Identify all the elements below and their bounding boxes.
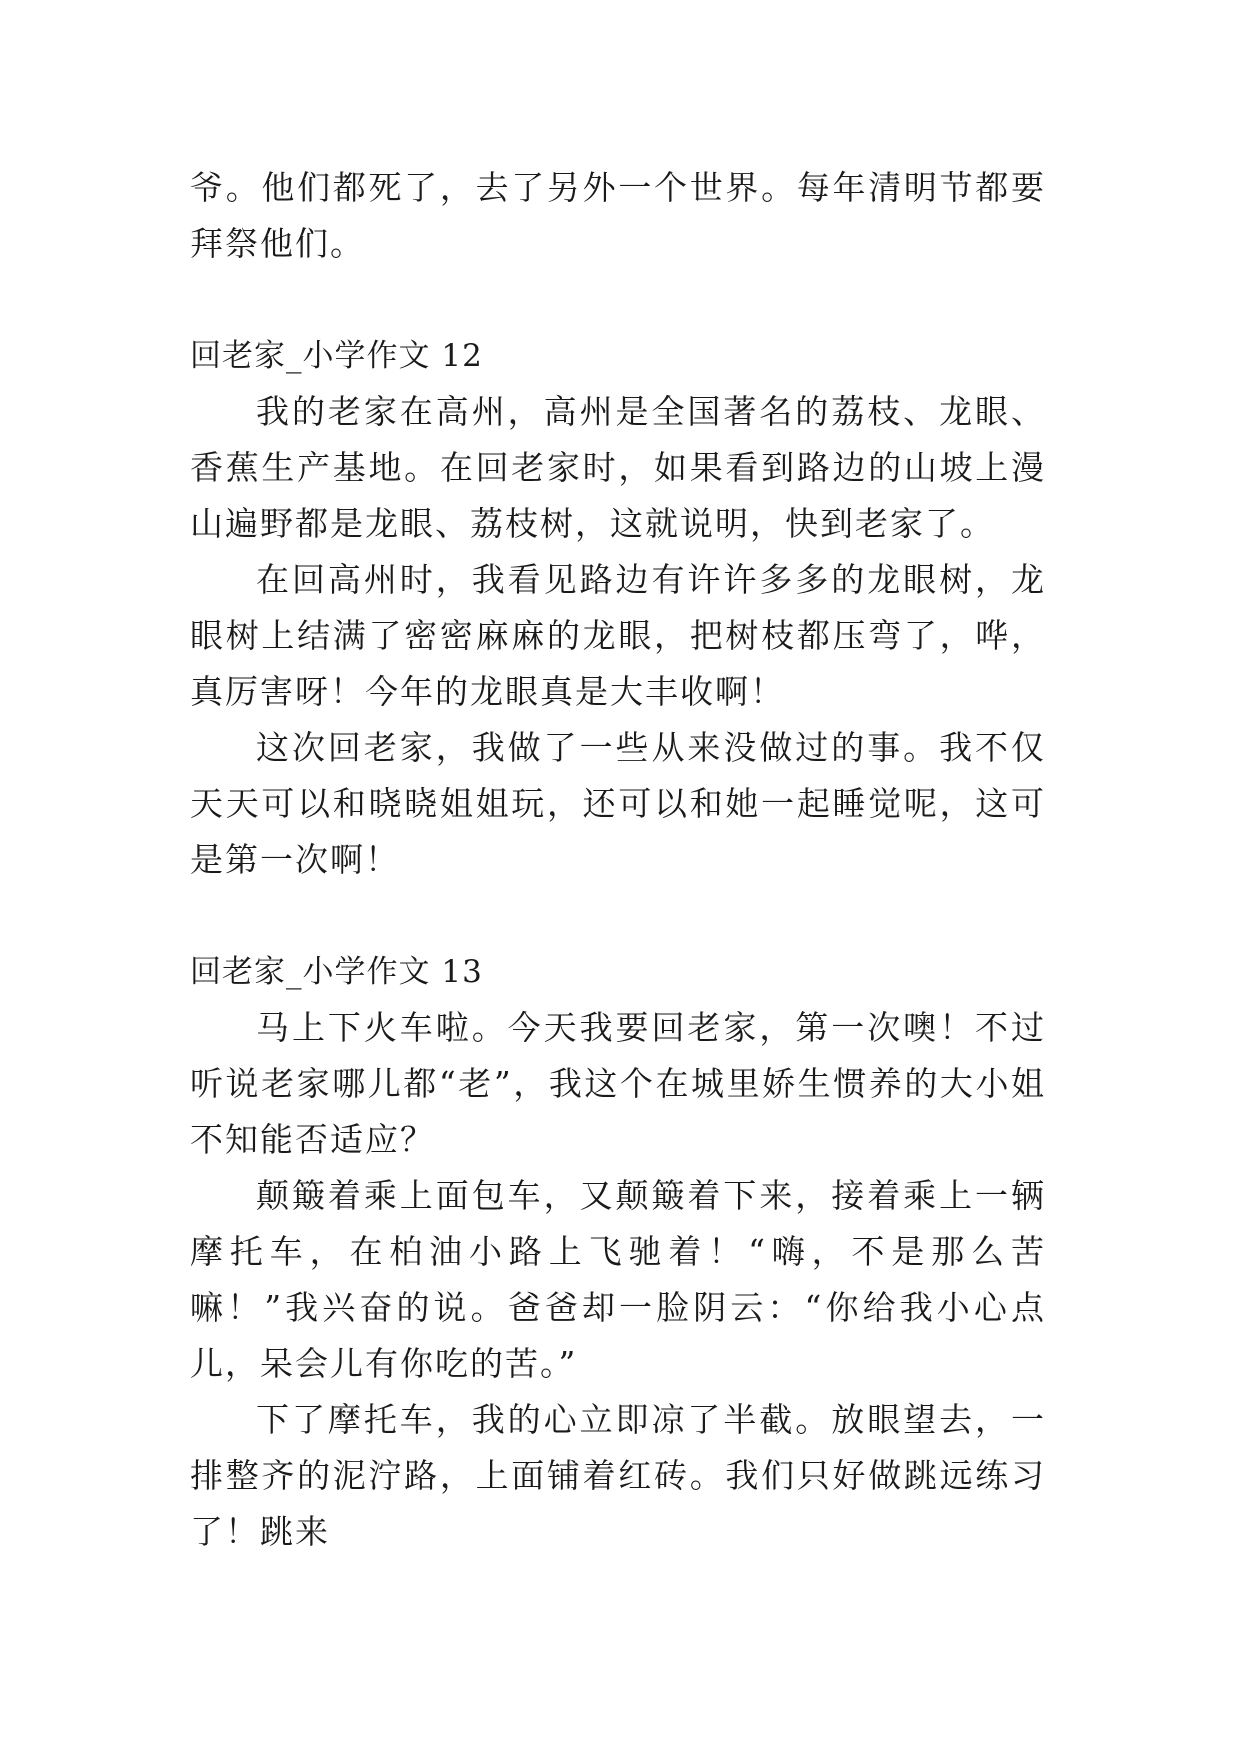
section-spacer [190, 272, 1046, 328]
essay-12-title: 回老家_小学作文 12 [190, 338, 483, 374]
essay-12-paragraph: 在回高州时，我看见路边有许许多多的龙眼树，龙眼树上结满了密密麻麻的龙眼，把树枝都压弯了，哗，真厉害呀！今年的龙眼真是大丰收啊！ [190, 560, 1046, 711]
essay-12-paragraph: 我的老家在高州，高州是全国著名的荔枝、龙眼、香蕉生产基地。在回老家时，如果看到路边的山坡上漫山遍野都是龙眼、荔枝树，这就说明，快到老家了。 [190, 392, 1046, 543]
continuation-paragraph: 爷。他们都死了，去了另外一个世界。每年清明节都要拜祭他们。 [190, 168, 1046, 263]
essay-12-paragraph: 这次回老家，我做了一些从来没做过的事。我不仅天天可以和晓晓姐姐玩，还可以和她一起睡觉呢，这可是第一次啊！ [190, 728, 1046, 879]
section-spacer [190, 888, 1046, 944]
essay-13-paragraph: 下了摩托车，我的心立即凉了半截。放眼望去，一排整齐的泥泞路，上面铺着红砖。我们只好做跳远练习了！跳来 [190, 1400, 1046, 1551]
essay-13-paragraph: 颠簸着乘上面包车，又颠簸着下来，接着乘上一辆摩托车，在柏油小路上飞驰着！“嗨，不是那么苦嘛！”我兴奋的说。爸爸却一脸阴云：“你给我小心点儿，呆会儿有你吃的苦。” [190, 1176, 1046, 1383]
essay-13-title: 回老家_小学作文 13 [190, 954, 483, 990]
essay-13-paragraph: 马上下火车啦。今天我要回老家，第一次噢！不过听说老家哪儿都“老”，我这个在城里娇生惯养的大小姐不知能否适应？ [190, 1008, 1046, 1159]
document-body [190, 160, 1046, 1560]
